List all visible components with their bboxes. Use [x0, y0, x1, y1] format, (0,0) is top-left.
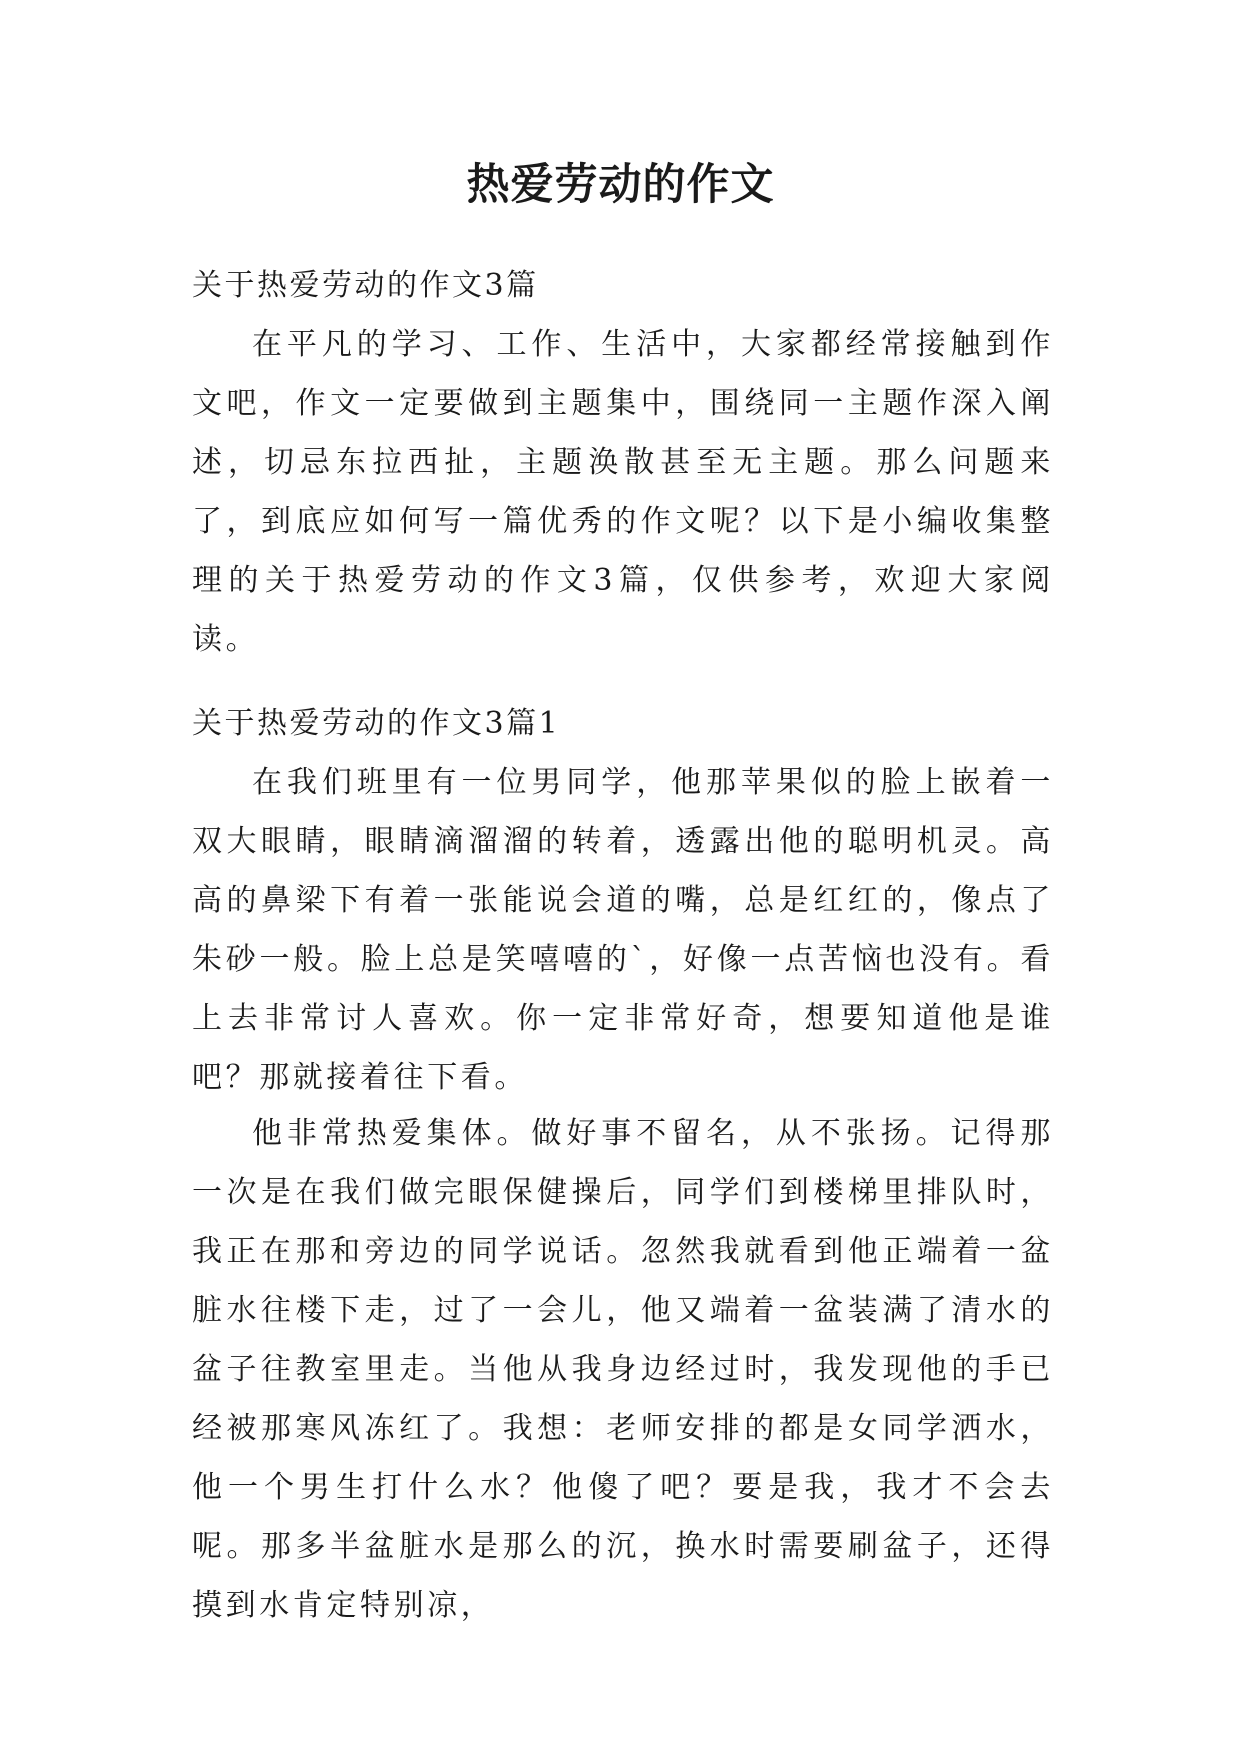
intro-heading: 关于热爱劳动的作文3篇: [192, 268, 539, 303]
intro-paragraph: 在平凡的学习、工作、生活中，大家都经常接触到作文吧，作文一定要做到主题集中，围绕同一主题作深入阐述，切忌东拉西扯，主题涣散甚至无主题。那么问题来了，到底应如何写一篇优秀的作文呢？以下是小编收集整理的关于热爱劳动的作文3篇，仅供参考，欢迎大家阅读。: [192, 327, 1054, 657]
intro-heading-block: [192, 256, 1054, 315]
section1-paragraph-1-block: [192, 753, 1054, 1107]
document-title: 热爱劳动的作文: [466, 160, 775, 210]
intro-paragraph-block: [192, 315, 1054, 669]
section1-paragraph-2-block: [192, 1104, 1054, 1635]
section1-heading: 关于热爱劳动的作文3篇1: [192, 706, 561, 741]
section1-paragraph-1: 在我们班里有一位男同学，他那苹果似的脸上嵌着一双大眼睛，眼睛滴溜溜的转着，透露出他的聪明机灵。高高的鼻梁下有着一张能说会道的嘴，总是红红的，像点了朱砂一般。脸上总是笑嘻嘻的`，好像一点苦恼也没有。看上去非常讨人喜欢。你一定非常好奇，想要知道他是谁吧？那就接着往下看。: [192, 765, 1054, 1095]
section1-heading-block: [192, 694, 1054, 753]
section1-paragraph-2: 他非常热爱集体。做好事不留名，从不张扬。记得那一次是在我们做完眼保健操后，同学们到楼梯里排队时，我正在那和旁边的同学说话。忽然我就看到他正端着一盆脏水往楼下走，过了一会儿，他又端着一盆装满了清水的盆子往教室里走。当他从我身边经过时，我发现他的手已经被那寒风冻红了。我想：老师安排的都是女同学洒水，他一个男生打什么水？他傻了吧？要是我，我才不会去呢。那多半盆脏水是那么的沉，换水时需要刷盆子，还得摸到水肯定特别凉，: [192, 1116, 1054, 1623]
